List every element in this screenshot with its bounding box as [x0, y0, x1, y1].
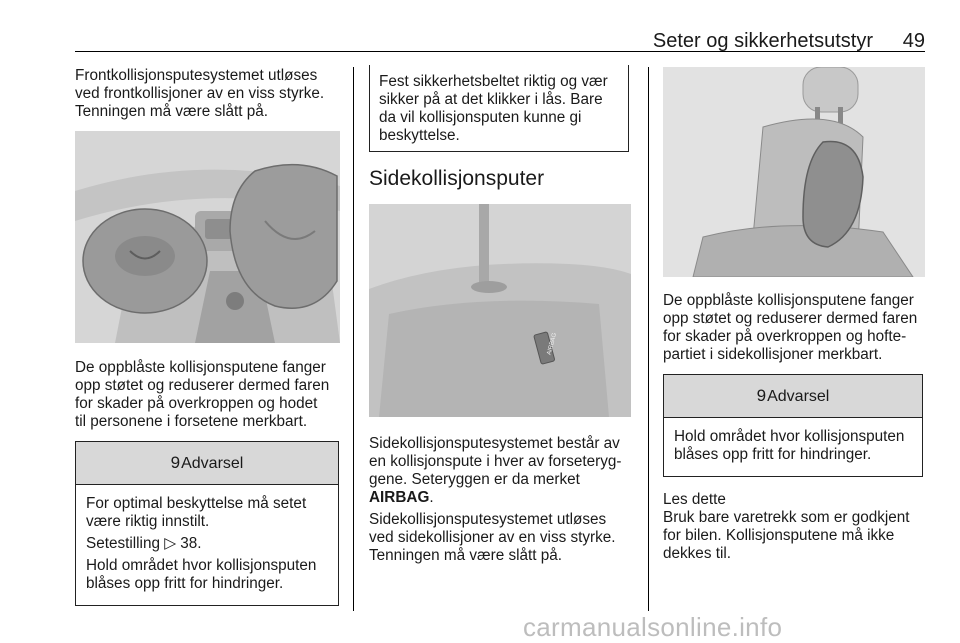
- intro-paragraph: Frontkollisjonsputesystemet utløses ved frontkollisjoner av en viss styrke. Tenningen må være slått på.: [75, 67, 325, 120]
- warning-body: [664, 418, 922, 476]
- warning-triangle-icon: 9: [756, 386, 767, 405]
- warning-header: [664, 375, 922, 418]
- section-heading: Sidekollisjonsputer: [369, 167, 545, 190]
- front-airbag-paragraph: De oppblåste kollisjonsputene fanger opp støtet og reduserer dermed faren for skader på overkroppen og hodet til personene i forsetene merkbart.: [75, 359, 330, 430]
- side-airbag-figure: [663, 67, 925, 277]
- column-divider: [353, 67, 354, 611]
- reference-arrow-icon: ▷: [164, 535, 176, 552]
- front-airbag-illustration: [75, 131, 340, 343]
- front-airbag-figure: [75, 131, 340, 343]
- warning-paragraph: Hold området hvor kollisjonsputen blåses opp fritt for hindringer.: [674, 428, 905, 463]
- note-paragraph: Bruk bare varetrekk som er godkjent for bilen. Kollisjonsputene må ikke dekkes til.: [663, 509, 910, 562]
- column-divider: [648, 67, 649, 611]
- warning-title: Advarsel: [767, 388, 830, 405]
- side-airbag-effect-paragraph: De oppblåste kollisjonsputene fanger opp støtet og reduserer dermed faren for skader på overkroppen og hofte- partiet i sidekollisjoner merkbart.: [663, 292, 918, 363]
- section-title: Seter og sikkerhetsutstyr: [652, 30, 873, 52]
- caution-box: Fest sikkerhetsbeltet riktig og vær sikker på at det klikker i lås. Bare da vil kollisjonsputen kunne gi beskyttelse.: [369, 65, 629, 152]
- warning-title: Advarsel: [181, 455, 244, 472]
- warning-box: [75, 441, 339, 606]
- airbag-keyword: AIRBAG: [369, 489, 430, 506]
- header-rule: [75, 51, 925, 52]
- page-number: 49: [902, 30, 925, 52]
- page-header: [75, 26, 925, 52]
- warning-body: [76, 485, 338, 605]
- column-1: [75, 67, 340, 606]
- side-airbag-illustration: [663, 67, 925, 277]
- note-title: Les dette: [663, 491, 726, 508]
- seat-back-figure: [369, 204, 631, 417]
- seat-back-illustration: [369, 204, 631, 417]
- warning-reference: Setestilling ▷ 38.: [86, 535, 202, 552]
- reference-link[interactable]: 38.: [180, 535, 202, 552]
- watermark: carmanualsonline.info: [523, 612, 783, 642]
- column-2: [369, 67, 632, 565]
- warning-paragraph: Hold området hvor kollisjonsputen blåses opp fritt for hindringer.: [86, 557, 317, 592]
- warning-paragraph: For optimal beskyttelse må setet være riktig innstilt.: [86, 495, 307, 530]
- warning-triangle-icon: 9: [170, 453, 181, 472]
- column-3: [663, 67, 928, 563]
- warning-box: [663, 374, 923, 477]
- side-airbag-trigger-paragraph: Sidekollisjonsputesystemet utløses ved sidekollisjoner av en viss styrke. Tenningen må være slått på.: [369, 511, 616, 564]
- side-airbag-paragraph: Sidekollisjonsputesystemet består av en kollisjonspute i hver av forseteryg- gene. Seteryggen er da merket AIRBAG.: [369, 435, 622, 506]
- airbag-badge-text: AIRBAG: [546, 332, 559, 356]
- warning-header: [76, 442, 338, 485]
